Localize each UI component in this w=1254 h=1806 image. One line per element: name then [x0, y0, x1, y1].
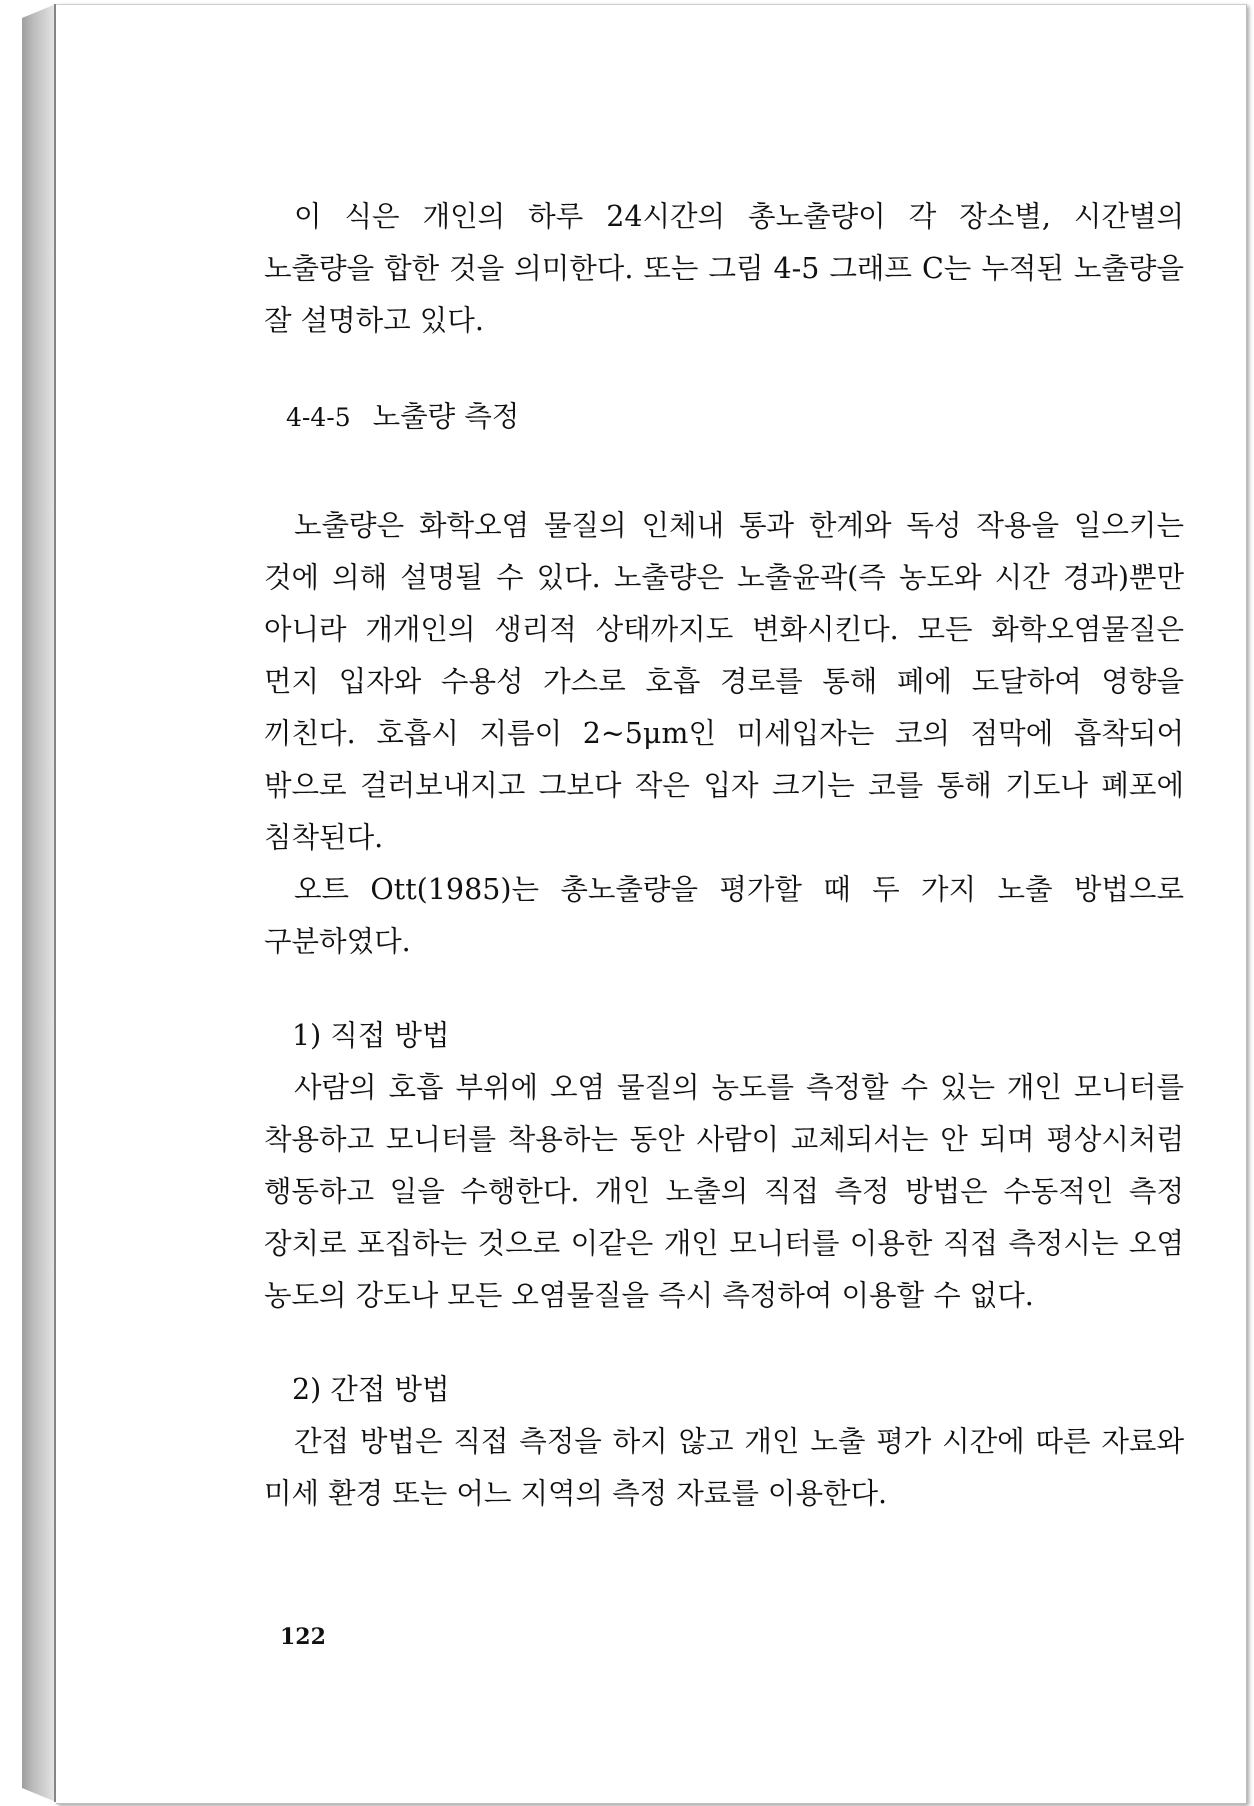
section-number: 4-4-5	[286, 403, 351, 432]
spacer	[264, 444, 1184, 500]
spacer	[264, 347, 1184, 391]
paragraph-ott-classification: 오트 Ott(1985)는 총노출량을 평가할 때 두 가지 노출 방법으로 구분하였다.	[264, 873, 1184, 958]
spacer	[264, 968, 1184, 1010]
book-spine	[22, 4, 56, 1802]
paragraph-exposure-description: 노출량은 화학오염 물질의 인체내 통과 한계와 독성 작용을 일으키는 것에 의해 설명될 수 있다. 노출량은 노출윤곽(즉 농도와 시간 경과)뿐만 아니라 개개인의 생리적 상태까지도 변화시킨다. 모든 화학오염물질은 먼지 입자와 수용성 가스로 호흡 경로를 통해 폐에 도달하여 영향을 끼친다. 호흡시 지름이 2~5μm인 미세입자는 코의 점막에 흡착되어 밖으로 걸러보내지고 그보다 작은 입자 크기는 코를 통해 기도나 폐포에 침착된다.	[264, 509, 1184, 854]
paragraph-direct-method: 사람의 호흡 부위에 오염 물질의 농도를 측정할 수 있는 개인 모니터를 착용하고 모니터를 착용하는 동안 사람이 교체되서는 안 되며 평상시처럼 행동하고 일을 수행한다. 개인 노출의 직접 측정 방법은 수동적인 측정 장치로 포집하는 것으로 이같은 개인 모니터를 이용한 직접 측정시는 오염 농도의 강도나 모든 오염물질을 즉시 측정하여 이용할 수 없다.	[264, 1071, 1184, 1312]
book-page	[56, 4, 1247, 1804]
section-title: 노출량 측정	[372, 400, 520, 433]
subheading-direct-method: 1) 직접 방법	[292, 1019, 450, 1052]
page-number: 122	[280, 1624, 326, 1650]
paragraph-indirect-method: 간접 방법은 직접 측정을 하지 않고 개인 노출 평가 시간에 따른 자료와 미세 환경 또는 어느 지역의 측정 자료를 이용한다.	[264, 1425, 1184, 1510]
subheading-indirect-method: 2) 간접 방법	[292, 1373, 450, 1406]
spacer	[264, 1322, 1184, 1364]
page-body	[264, 191, 1184, 1520]
section-heading	[264, 391, 1184, 444]
paragraph-intro: 이 식은 개인의 하루 24시간의 총노출량이 각 장소별, 시간별의 노출량을 합한 것을 의미한다. 또는 그림 4-5 그래프 C는 누적된 노출량을 잘 설명하고 있다.	[264, 200, 1184, 337]
